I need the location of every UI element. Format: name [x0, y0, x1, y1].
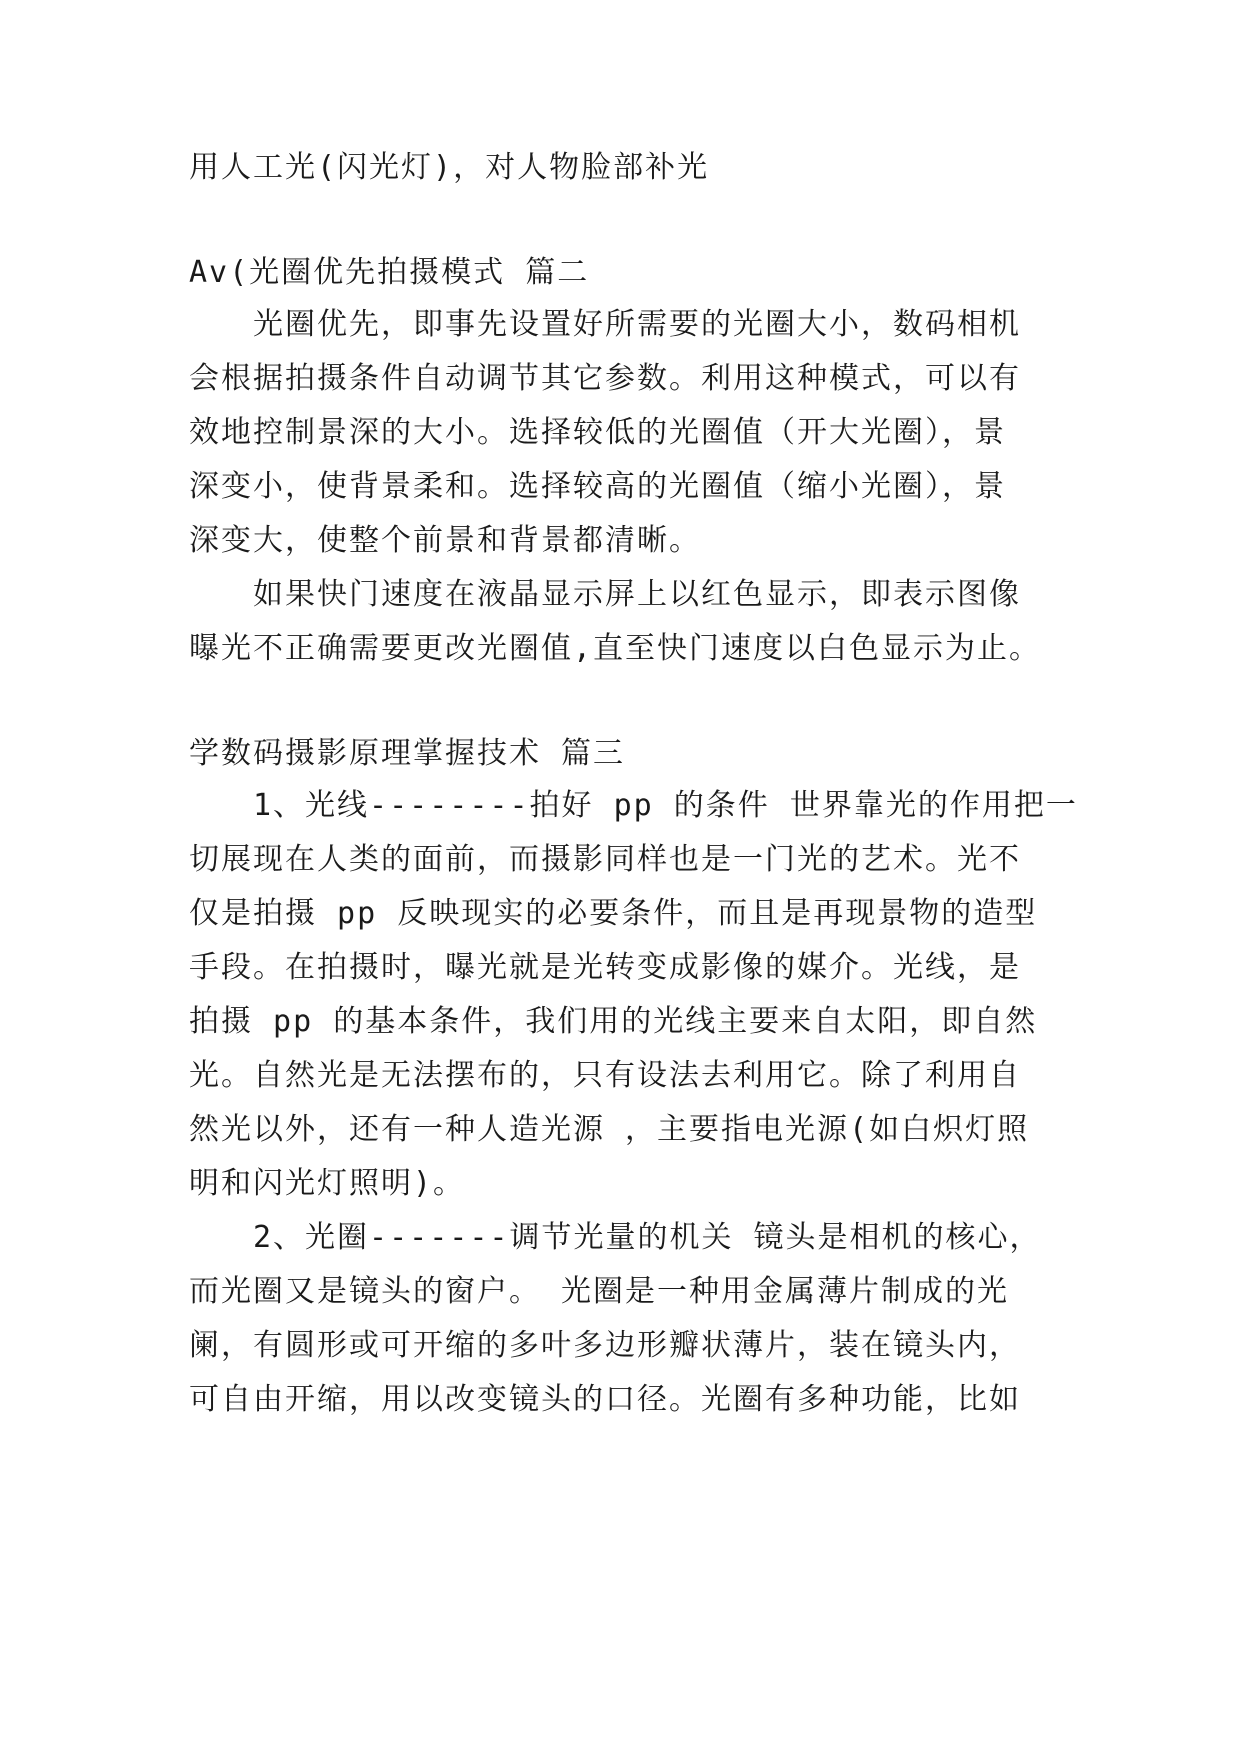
section3-para2-line: 2、光圈-------调节光量的机关 镜头是相机的核心， [253, 1220, 1042, 1255]
section3-para1-line: 然光以外，还有一种人造光源 ，主要指电光源(如白炽灯照 [189, 1112, 1030, 1147]
section2-para2-line: 如果快门速度在液晶显示屏上以红色显示，即表示图像 [253, 577, 1021, 612]
section3-para2-line: 阑，有圆形或可开缩的多叶多边形瓣状薄片，装在镜头内， [189, 1328, 1021, 1363]
section3-heading: 学数码摄影原理掌握技术 篇三 [189, 736, 626, 771]
section2-heading: Av(光圈优先拍摄模式 篇二 [189, 255, 590, 290]
section3-para2-line: 可自由开缩，用以改变镜头的口径。光圈有多种功能，比如 [189, 1382, 1021, 1417]
section3-para1-line: 1、光线--------拍好 pp 的条件 世界靠光的作用把一 [253, 788, 1078, 823]
section3-para1-line: 拍摄 pp 的基本条件，我们用的光线主要来自太阳，即自然 [189, 1004, 1038, 1039]
section2-para1-line: 会根据拍摄条件自动调节其它参数。利用这种模式，可以有 [189, 361, 1021, 396]
section3-para1-line: 手段。在拍摄时，曝光就是光转变成影像的媒介。光线，是 [189, 950, 1021, 985]
section3-para1-line: 明和闪光灯照明)。 [189, 1166, 466, 1201]
section2-para1-line: 深变小，使背景柔和。选择较高的光圈值（缩小光圈），景 [189, 469, 1006, 504]
section2-para1-line: 效地控制景深的大小。选择较低的光圈值（开大光圈），景 [189, 415, 1006, 450]
section2-para2-line: 曝光不正确需要更改光圈值,直至快门速度以白色显示为止。 [189, 631, 1042, 666]
section3-para1-line: 切展现在人类的面前，而摄影同样也是一门光的艺术。光不 [189, 842, 1021, 877]
section3-para1-line: 仅是拍摄 pp 反映现实的必要条件，而且是再现景物的造型 [189, 896, 1038, 931]
section3-para1-line: 光。自然光是无法摆布的，只有设法去利用它。除了利用自 [189, 1058, 1021, 1093]
section2-para1-line: 光圈优先，即事先设置好所需要的光圈大小，数码相机 [253, 307, 1021, 342]
intro-line: 用人工光(闪光灯)，对人物脸部补光 [189, 150, 710, 185]
section2-para1-line: 深变大，使整个前景和背景都清晰。 [189, 523, 701, 558]
section3-para2-line: 而光圈又是镜头的窗户。 光圈是一种用金属薄片制成的光 [189, 1274, 1010, 1309]
